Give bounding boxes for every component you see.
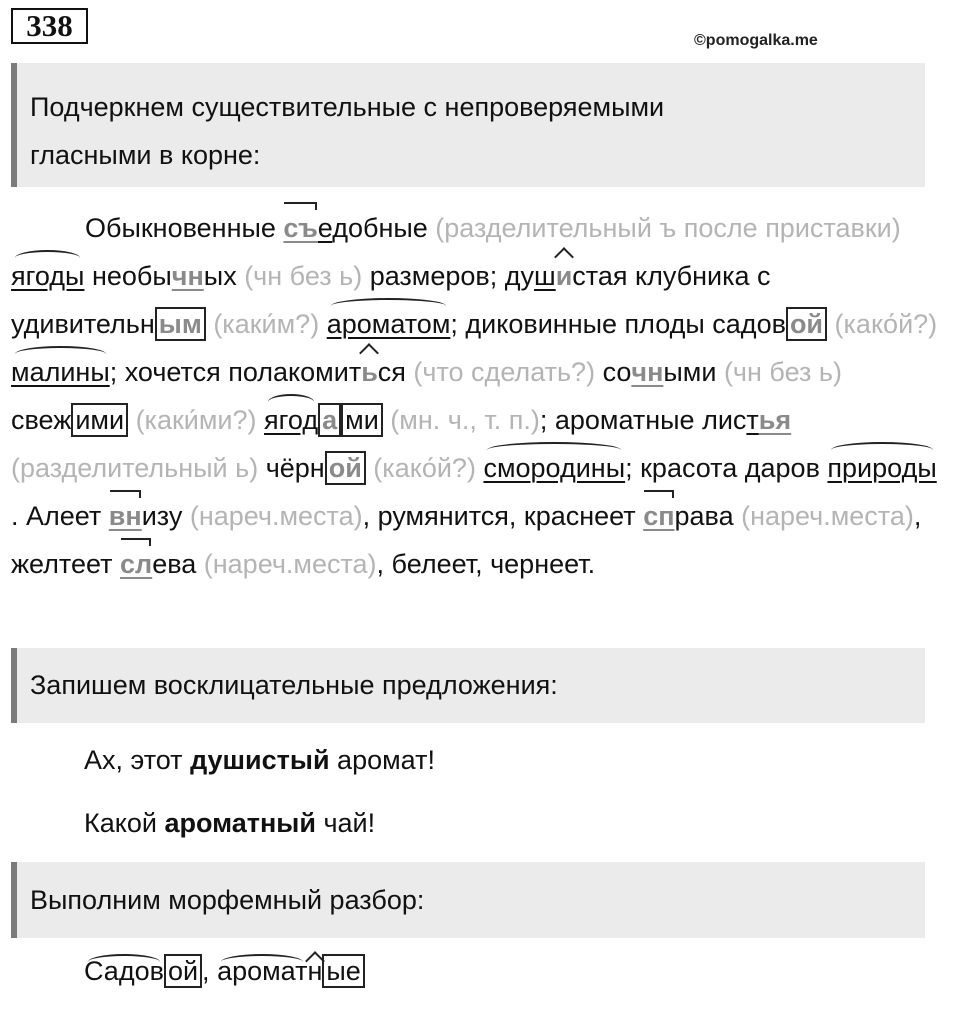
example-sentence xyxy=(84,745,435,776)
highlight: ья xyxy=(758,405,792,435)
highlight: чн xyxy=(171,261,204,291)
exercise-text xyxy=(11,204,941,588)
prefix-mark: съ xyxy=(283,204,317,252)
word-part: ся xyxy=(377,357,406,387)
ending-box: ой xyxy=(786,307,827,341)
task-number: 338 xyxy=(11,8,88,44)
word: , белеет, чернеет. xyxy=(376,549,596,579)
example-text: чай! xyxy=(315,808,376,838)
word: , румянится, краснеет xyxy=(362,501,644,531)
section-heading-nouns xyxy=(11,63,925,187)
note: (како́й?) xyxy=(365,453,484,483)
prefix-mark: вн xyxy=(109,492,142,540)
word: ; красота даров xyxy=(625,453,828,483)
ending-box: ые xyxy=(322,954,364,988)
word-part: изу xyxy=(141,501,183,531)
note: (нареч.места) xyxy=(196,549,377,579)
section-heading-morphemes: Выполним морфемный разбор: xyxy=(11,862,925,938)
example-sentence xyxy=(84,808,375,839)
word: , желтеет xyxy=(11,501,922,579)
note: (како́й?) xyxy=(827,309,938,339)
word-part: ш xyxy=(534,261,556,291)
word: Обыкновенные xyxy=(85,213,284,243)
example-bold: душистый xyxy=(190,745,330,775)
section-heading-line: Подчеркнем существительные с непроверяемыми xyxy=(30,92,665,122)
note: (нареч.места) xyxy=(182,501,363,531)
prefix-mark: сп xyxy=(643,492,674,540)
ending-box: ми xyxy=(341,403,383,437)
morph-root: аромат xyxy=(217,956,308,986)
highlight: и xyxy=(556,252,573,300)
word: . Алеет xyxy=(11,501,109,531)
note: (мн. ч., т. п.) xyxy=(390,405,540,435)
separator: , xyxy=(202,956,218,986)
word-part: т xyxy=(746,405,759,435)
root-word: природы xyxy=(827,444,936,492)
word: размеров; ду xyxy=(362,261,535,291)
ending-box: ой xyxy=(325,451,366,485)
root-word: ароматом xyxy=(327,300,451,348)
note: (чн без ь) xyxy=(236,261,363,291)
root-word: смородины xyxy=(483,444,625,492)
root-word: ягод xyxy=(264,396,318,444)
suffix-mark: н xyxy=(307,956,323,986)
word-part: добные xyxy=(332,213,428,243)
word-part: е xyxy=(317,213,333,243)
note: (чн без ь) xyxy=(716,357,842,387)
highlight: ь xyxy=(361,348,378,396)
word-part: ева xyxy=(152,549,197,579)
example-bold: ароматный xyxy=(164,808,316,838)
highlight: чн xyxy=(631,357,664,387)
word-part: ых xyxy=(203,261,237,291)
section-heading-exclamations: Запишем восклицательные предложения: xyxy=(11,648,925,723)
word: ; диковинные плоды садов xyxy=(450,309,786,339)
word: стая клубника с удивительн xyxy=(11,261,771,339)
word: ; хочется полакомит xyxy=(109,357,362,387)
note: (нареч.места) xyxy=(733,501,914,531)
example-text: аромат! xyxy=(329,745,435,775)
root-word: ягоды xyxy=(11,252,84,300)
ending-box: ым xyxy=(155,307,206,341)
word: со xyxy=(595,357,632,387)
example-text: Какой xyxy=(84,808,165,838)
morph-root: Садов xyxy=(84,956,164,986)
example-text: Ах, этот xyxy=(84,745,191,775)
ending-box: ими xyxy=(71,403,128,437)
root-word: малины xyxy=(11,348,110,396)
word: свеж xyxy=(11,405,72,435)
word-part: рава xyxy=(674,501,734,531)
morpheme-analysis xyxy=(84,956,365,987)
note: (разделительный ь) xyxy=(11,453,259,483)
word: ; ароматные лис xyxy=(539,405,747,435)
ending-box: ой xyxy=(164,954,202,988)
ending-box: а xyxy=(318,403,341,437)
section-heading-line: гласными в корне: xyxy=(30,140,261,170)
note: (каки́ми?) xyxy=(128,405,265,435)
note: (разделительный ъ после приставки) xyxy=(427,213,901,243)
word: чёрн xyxy=(258,453,325,483)
word: необы xyxy=(84,261,172,291)
word-part: ыми xyxy=(663,357,717,387)
note: (что сделать?) xyxy=(405,357,596,387)
prefix-mark: сл xyxy=(120,540,152,588)
copyright-label: ©pomogalka.me xyxy=(694,32,818,49)
note: (каки́м?) xyxy=(205,309,327,339)
